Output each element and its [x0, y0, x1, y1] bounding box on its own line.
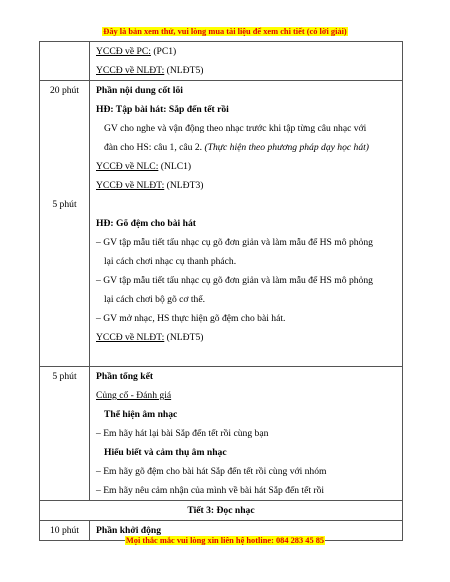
lesson-heading: Tiết 3: Đọc nhạc [40, 501, 403, 521]
yccd-pc-label: YCCĐ về PC: [96, 46, 151, 57]
table-row [40, 42, 403, 81]
list-item-cont: lại cách chơi bộ gõ cơ thể. [104, 294, 205, 305]
time-cell [40, 81, 90, 367]
list-item: – GV mở nhạc, HS thực hiện gõ đệm cho bài hát. [96, 313, 286, 324]
lesson-plan-table [39, 41, 403, 541]
time-cell: 5 phút [40, 367, 90, 501]
section-title: Phần tổng kết [96, 371, 154, 382]
yccd-nldt-label: YCCĐ về NLĐT: [96, 180, 165, 191]
list-item: – GV tập mẫu tiết tấu nhạc cụ gõ đơn giản và làm mẫu để HS mô phỏng [96, 275, 373, 286]
activity-title: HĐ: Gõ đệm cho bài hát [96, 218, 196, 229]
time-cell: 10 phút [40, 521, 90, 541]
time-label: 5 phút [52, 199, 77, 210]
list-item: – Em hãy hát lại bài Sắp đến tết rồi cùng bạn [96, 428, 269, 439]
preview-banner-text: Đây là bản xem thử, vui lòng mua tài liệu để xem chi tiết (có lời giải) [103, 27, 347, 36]
activity-text: đàn cho HS: câu 1, câu 2. [104, 142, 205, 153]
list-item: – GV tập mẫu tiết tấu nhạc cụ gõ đơn giản và làm mẫu để HS mô phỏng [96, 237, 373, 248]
time-label: 20 phút [49, 85, 80, 96]
yccd-nldt-code: (NLĐT5) [164, 65, 204, 76]
subsection-title: Thể hiện âm nhạc [104, 409, 178, 420]
yccd-nlc-code: (NLC1) [158, 161, 192, 172]
activity-note: (Thực hiện theo phương pháp dạy học hát) [204, 142, 369, 153]
yccd-pc-code: (PC1) [150, 46, 177, 57]
activity-title: HĐ: Tập bài hát: Sắp đến tết rồi [96, 104, 229, 115]
preview-banner [0, 27, 450, 36]
list-item-cont: lại cách chơi nhạc cụ thanh phách. [104, 256, 237, 267]
content-cell [90, 42, 403, 81]
content-cell [90, 81, 403, 367]
table-row [40, 501, 403, 521]
yccd-nldt-code: (NLĐT5) [164, 332, 204, 343]
hotline-banner-text: Mọi thắc mắc vui lòng xin liên hệ hotline: 084 283 45 85 [125, 536, 325, 545]
list-item: – Em hãy nêu cảm nhận của mình về bài hát Sắp đến tết rồi [96, 485, 325, 496]
section-title: Phần khởi động [90, 521, 403, 541]
yccd-nldt-label: YCCĐ về NLĐT: [96, 332, 165, 343]
section-title: Phần nội dung cốt lõi [96, 85, 183, 96]
consolidation-label: Củng cố - Đánh giá [96, 390, 172, 401]
hotline-banner [0, 536, 450, 545]
table-row [40, 367, 403, 501]
time-cell [40, 42, 90, 81]
yccd-nlc-label: YCCĐ về NLC: [96, 161, 159, 172]
yccd-nldt-label: YCCĐ về NLĐT: [96, 65, 165, 76]
list-item: – Em hãy gõ đệm cho bài hát Sắp đến tết rồi cùng với nhóm [96, 466, 327, 477]
subsection-title: Hiểu biết và cảm thụ âm nhạc [104, 447, 227, 458]
activity-text: GV cho nghe và vận động theo nhạc trước khi tập từng câu nhạc với [104, 123, 367, 134]
content-cell [90, 367, 403, 501]
yccd-nldt-code: (NLĐT3) [164, 180, 204, 191]
table-row [40, 81, 403, 367]
